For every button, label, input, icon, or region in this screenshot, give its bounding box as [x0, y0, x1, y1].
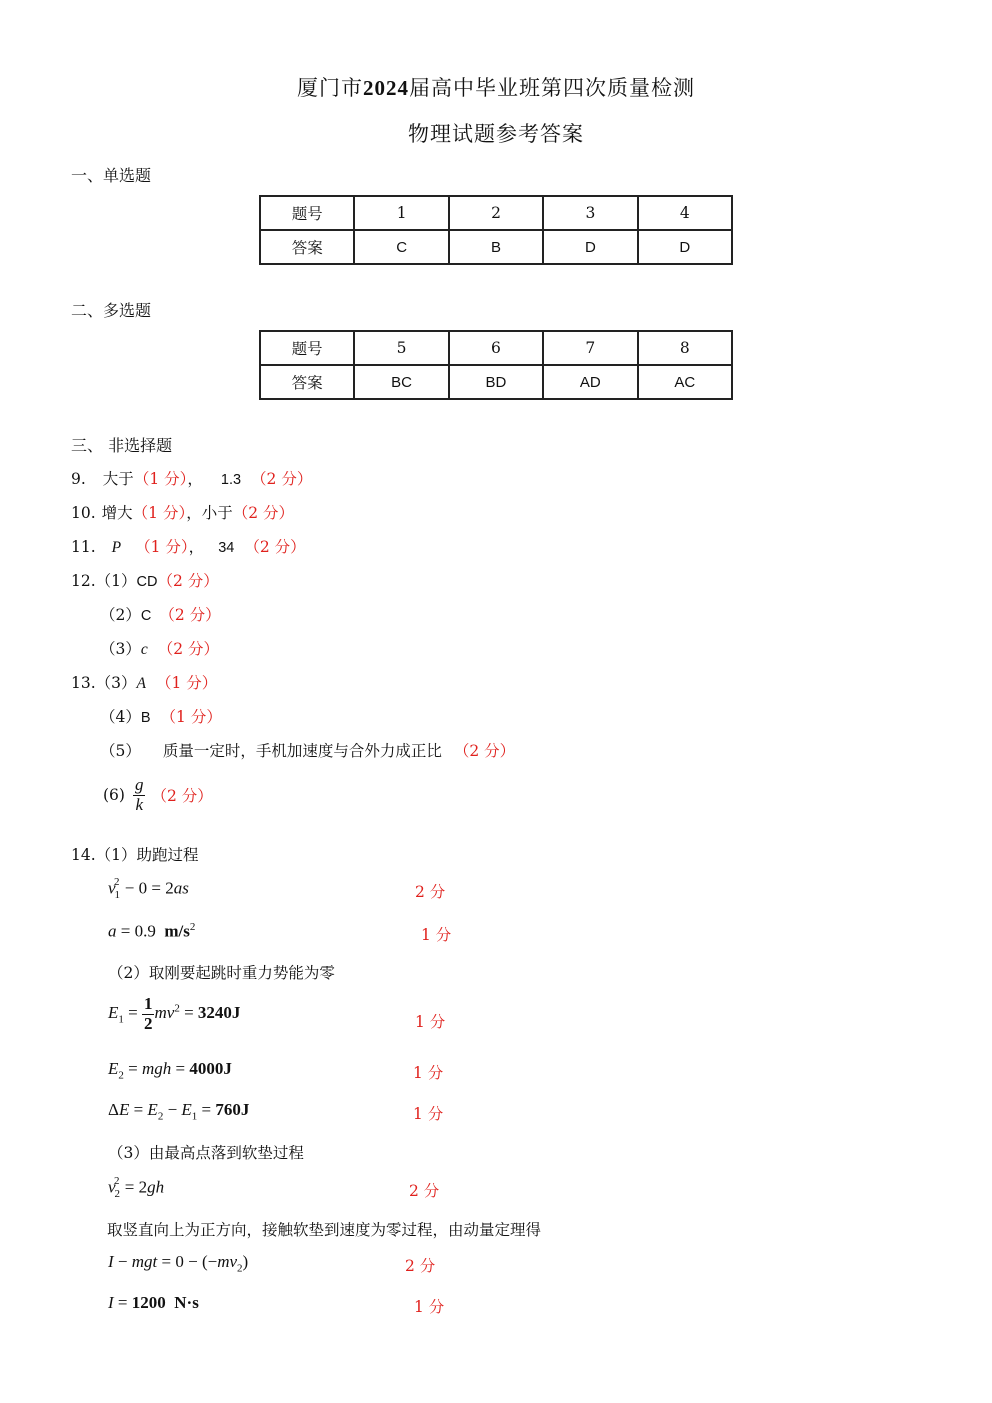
answer-q13-3 [71, 671, 217, 693]
answer-text: c [140, 641, 148, 658]
answer-text: A [136, 675, 146, 692]
part-label: （1） [95, 572, 137, 590]
table-cell: D [543, 230, 637, 264]
multi-choice-table [259, 330, 733, 400]
score-label: （1 分） [132, 504, 187, 522]
question-number: 12. [71, 572, 96, 590]
equation-energy-change: $\Delta E = E_2 - E_1 = 760J$ [108, 1100, 250, 1123]
equation-potential-energy: $E_2$ = mgh = 4000J [108, 1059, 232, 1082]
answer-text: C [140, 608, 152, 624]
question-number: 9. [71, 470, 86, 488]
table-row [260, 230, 732, 264]
answer-text: 大于 [102, 470, 134, 488]
table-cell: 5 [354, 331, 448, 365]
title-year: 2024 [363, 76, 409, 100]
equation-value: 3240J [197, 1003, 241, 1023]
score-label: （2 分） [453, 742, 516, 760]
single-choice-table [259, 195, 733, 265]
equation-impulse: I = 1200 N·s [108, 1293, 199, 1312]
equation-unit: N·s [174, 1293, 199, 1312]
score-label: 2 分 [415, 883, 446, 901]
part-label: （2） [100, 606, 141, 624]
answer-text: B [140, 710, 151, 726]
answer-text: 34 [218, 540, 235, 556]
score-label: （2 分） [251, 470, 313, 488]
answer-q12-3 [100, 637, 219, 659]
part-label: （1）助跑过程 [95, 846, 199, 864]
table-row [260, 331, 732, 365]
score-label: 1 分 [414, 1298, 445, 1316]
table-cell: AC [638, 365, 732, 399]
score-label: （1 分） [156, 674, 218, 692]
part-label: （3） [100, 640, 141, 658]
score-label: 2 分 [409, 1182, 440, 1200]
score-label: 1 分 [413, 1105, 444, 1123]
score-label: （2 分） [232, 504, 295, 522]
fraction [133, 776, 146, 814]
row-label-answer: 答案 [260, 365, 354, 399]
answer-q10 [71, 501, 294, 523]
answer-q13-5 [100, 739, 515, 761]
table-cell: 7 [543, 331, 637, 365]
answer-text: CD [136, 574, 158, 590]
answer-q14-1-label [71, 843, 199, 865]
equation-value: 760J [215, 1100, 250, 1119]
answer-q12-1 [71, 569, 219, 591]
section1-heading: 一、单选题 [71, 166, 152, 185]
fraction-numerator: g [134, 775, 144, 794]
question-number: 13. [71, 674, 96, 692]
table-row [260, 196, 732, 230]
score-label: 1 分 [415, 1013, 446, 1031]
score-label: （2 分） [157, 640, 220, 658]
table-cell: 1 [354, 196, 448, 230]
answer-text: 增大 [101, 504, 133, 522]
score-label: （1 分） [160, 708, 222, 726]
answer-q13-4 [100, 705, 222, 727]
part-label: （4） [100, 708, 141, 726]
score-label: （2 分） [151, 787, 213, 806]
table-cell: 3 [543, 196, 637, 230]
equation-free-fall: $v_2^2 = 2gh$ [108, 1175, 165, 1201]
score-label: （1 分） [133, 470, 188, 488]
table-cell: 8 [638, 331, 732, 365]
table-cell: 2 [449, 196, 543, 230]
score-label: （2 分） [159, 606, 221, 624]
table-cell: 6 [449, 331, 543, 365]
answer-q12-2 [100, 603, 221, 625]
table-row [260, 365, 732, 399]
table-cell: BC [354, 365, 448, 399]
separator: ， [187, 470, 203, 488]
score-label: （2 分） [244, 538, 306, 556]
score-label: （2 分） [157, 572, 219, 590]
answer-q14-3-label: （3）由最高点落到软垫过程 [108, 1144, 304, 1162]
separator: ， [188, 538, 205, 556]
score-label: （1 分） [135, 538, 189, 556]
answer-q14-2-label: （2）取刚要起跳时重力势能为零 [108, 964, 335, 982]
score-label: 1 分 [413, 1064, 444, 1082]
question-number: 10. [71, 504, 96, 522]
section3-heading: 三、 非选择题 [71, 436, 173, 455]
answer-text: 质量一定时，手机加速度与合外力成正比 [162, 742, 442, 760]
equation-kinematics: $v_1^2 - 0 = 2as$ [108, 876, 189, 902]
table-cell: D [638, 230, 732, 264]
part-label: （3） [95, 674, 137, 692]
equation-momentum: I − mgt = $0 - (-mv_2)$ [108, 1252, 249, 1275]
equation-value: 1200 [131, 1293, 166, 1312]
part-label: (6) [103, 786, 125, 805]
title-prefix: 厦门市 [297, 76, 363, 100]
question-number: 14. [71, 846, 96, 864]
separator: ， [186, 504, 202, 522]
answer-text: P [111, 539, 122, 556]
fraction-denominator: k [135, 794, 143, 814]
page-subtitle: 物理试题参考答案 [408, 122, 584, 146]
answer-q13-6 [103, 776, 213, 814]
row-label-answer: 答案 [260, 230, 354, 264]
table-cell: AD [543, 365, 637, 399]
score-label: 1 分 [421, 926, 452, 944]
row-label-number: 题号 [260, 331, 354, 365]
equation-kinetic-energy: $E_1$ = $\frac{1}{2}$ $mv^2 = 3240J$ [108, 994, 241, 1033]
row-label-number: 题号 [260, 196, 354, 230]
section2-heading: 二、多选题 [71, 301, 152, 320]
equation-acceleration: a = 0.9 $m/s^2$ [108, 921, 196, 941]
page-title [0, 72, 992, 102]
answer-text: 1.3 [220, 472, 242, 488]
table-cell: C [354, 230, 448, 264]
score-label: 2 分 [405, 1257, 436, 1275]
table-cell: 4 [638, 196, 732, 230]
part-label: （5） [100, 742, 141, 760]
table-cell: BD [449, 365, 543, 399]
title-suffix: 届高中毕业班第四次质量检测 [409, 76, 695, 100]
answer-q9 [71, 467, 312, 489]
answer-text: 小于 [201, 504, 233, 522]
answer-q11 [71, 535, 306, 557]
equation-value: 4000J [189, 1059, 232, 1078]
question-number: 11. [71, 538, 96, 556]
answer-q14-note: 取竖直向上为正方向，接触软垫到速度为零过程，由动量定理得 [107, 1221, 542, 1239]
table-cell: B [449, 230, 543, 264]
